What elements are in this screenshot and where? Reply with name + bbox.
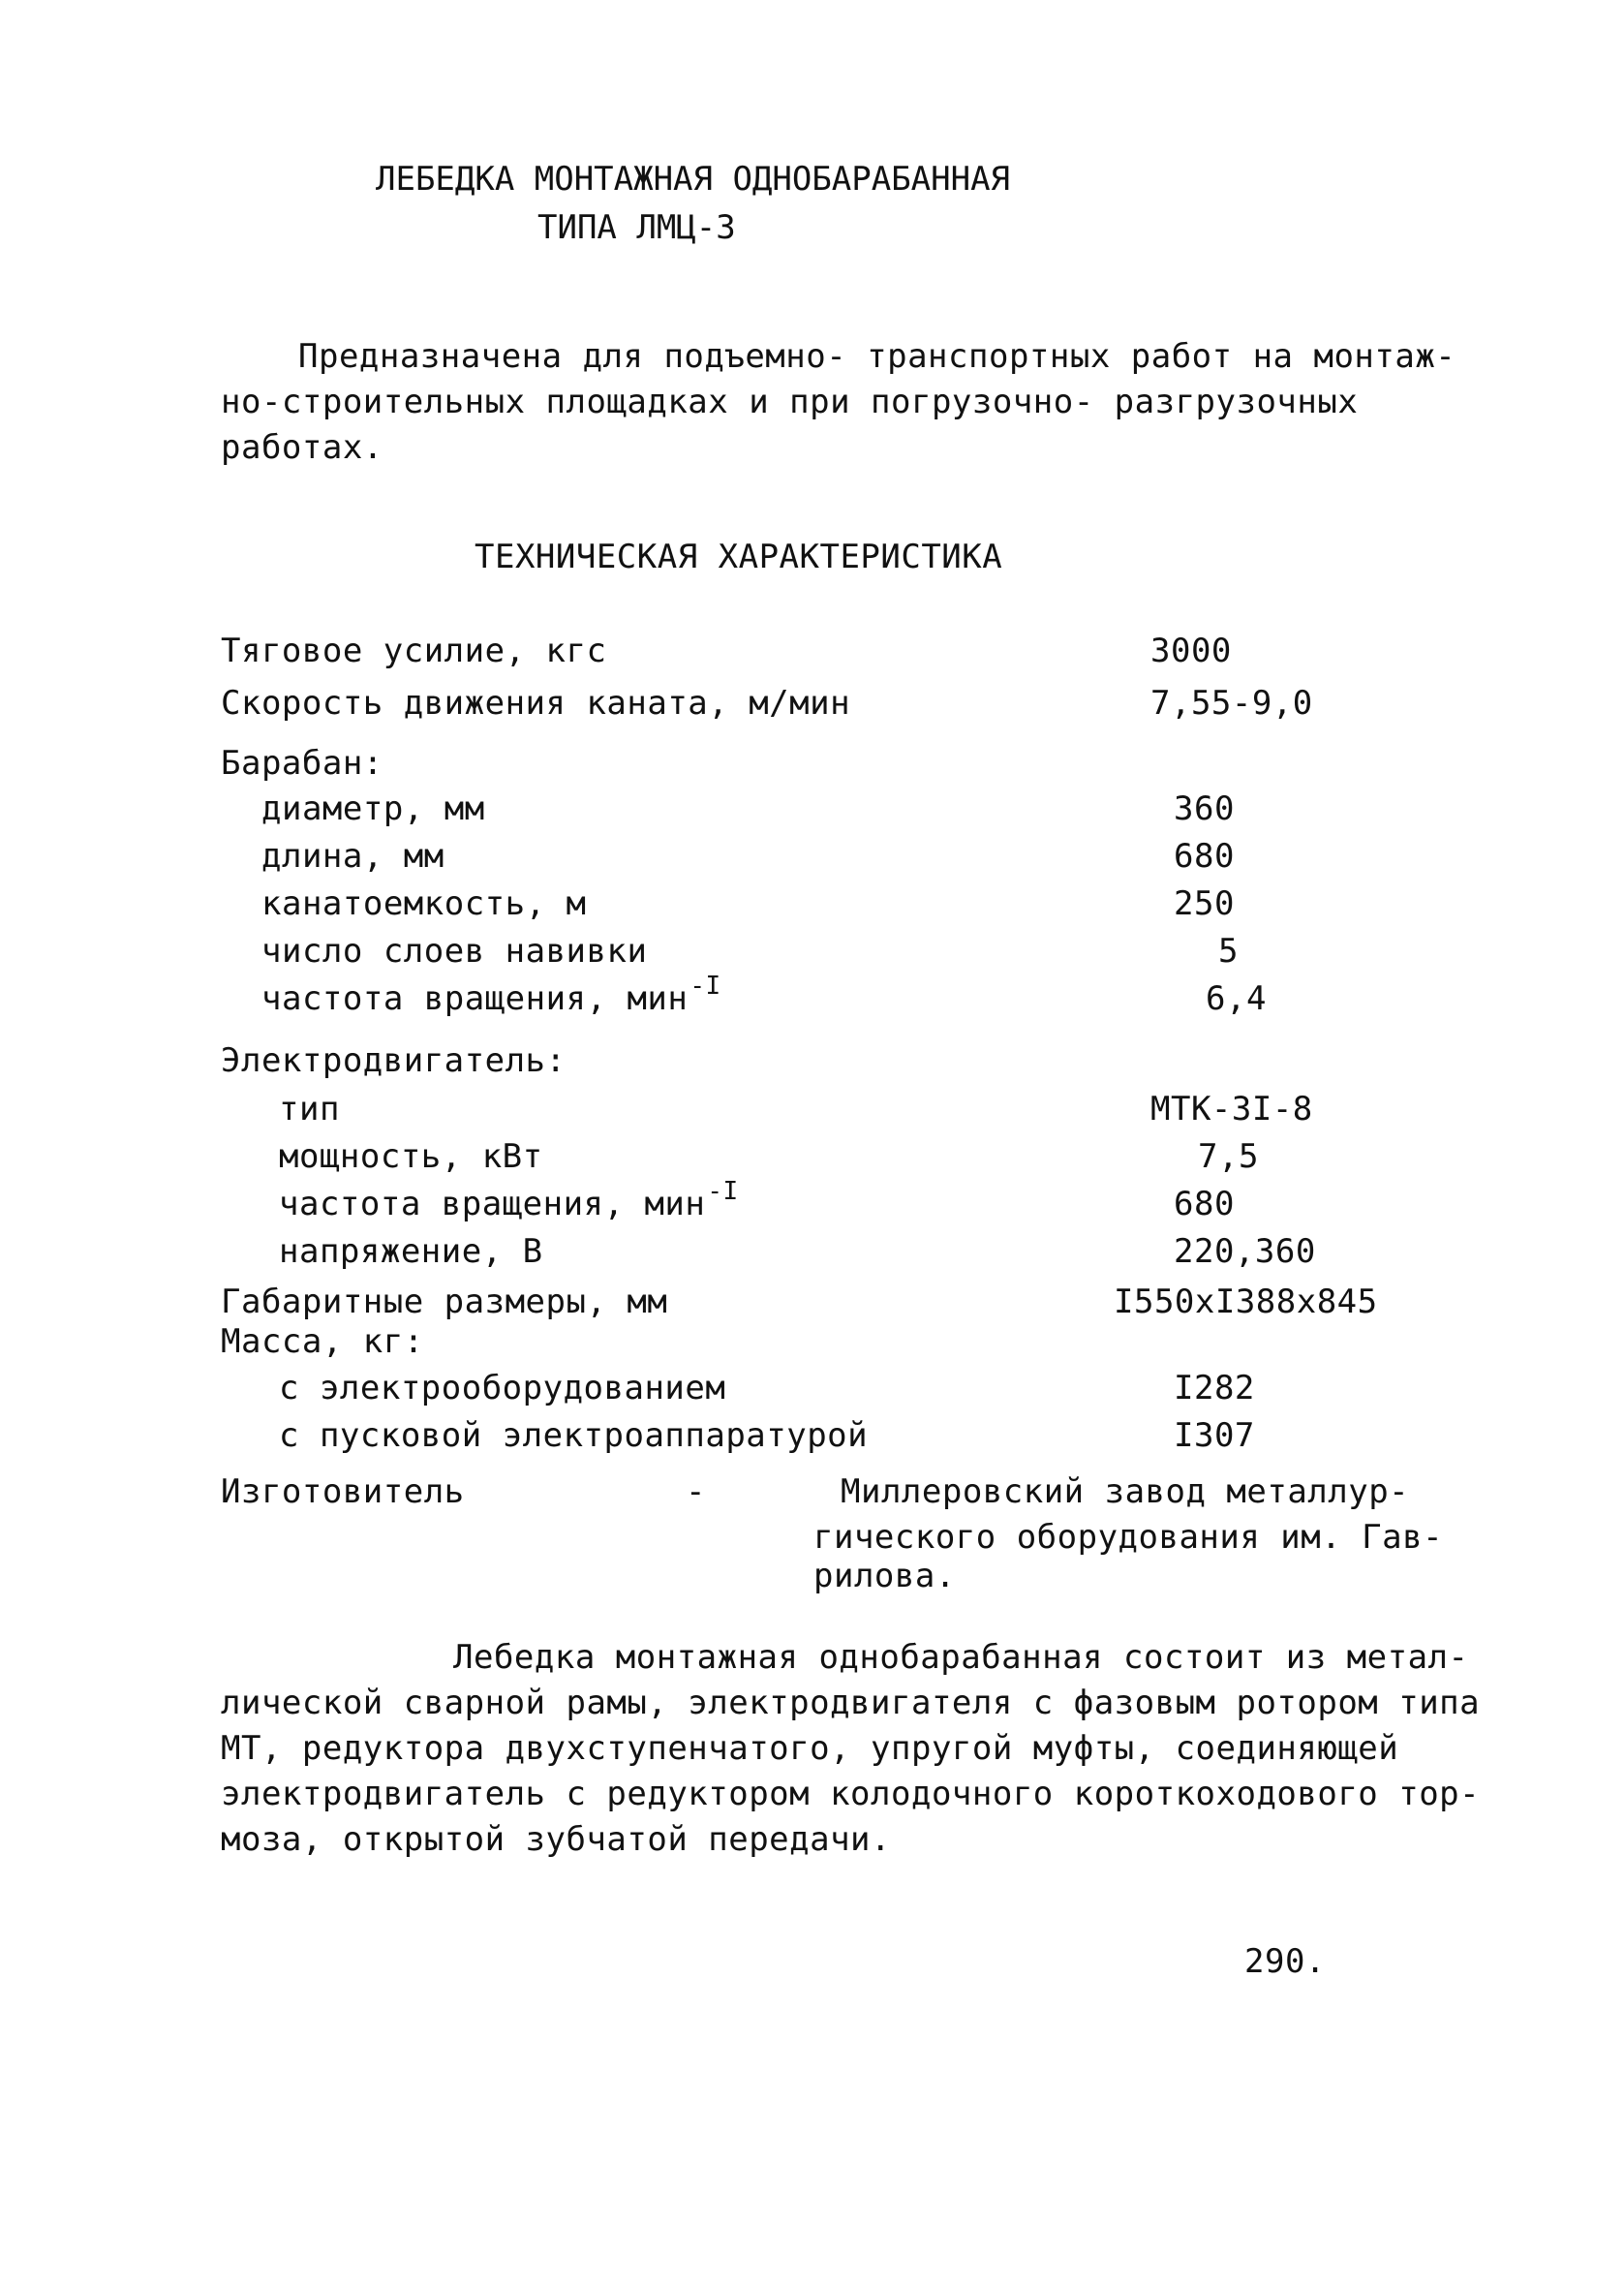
motor-voltage-value: 220,360 bbox=[1174, 1232, 1316, 1271]
drum-rpm-superscript: -I bbox=[689, 972, 721, 1001]
manufacturer-line-3: рилова. bbox=[813, 1557, 956, 1595]
mass-starting-value: I307 bbox=[1174, 1416, 1255, 1455]
drum-capacity-label: канатоемкость, м bbox=[261, 884, 587, 923]
title-line-1: ЛЕБЕДКА МОНТАЖНАЯ ОДНОБАРАБАННАЯ bbox=[376, 160, 1011, 199]
motor-rpm-superscript: -I bbox=[707, 1177, 739, 1206]
drum-rpm-label-text: частота вращения, мин bbox=[261, 979, 689, 1018]
description-line-5: моза, открытой зубчатой передачи. bbox=[221, 1820, 892, 1859]
drum-label: Барабан: bbox=[221, 744, 383, 783]
rope-speed-label: Скорость движения каната, м/мин bbox=[221, 684, 851, 723]
description-line-4: электродвигатель с редуктором колодочного короткоходового тор- bbox=[221, 1775, 1481, 1813]
drum-diameter-label: диаметр, мм bbox=[261, 789, 485, 828]
motor-rpm-label bbox=[279, 1177, 739, 1226]
drum-length-label: длина, мм bbox=[261, 837, 444, 876]
drum-capacity-value: 250 bbox=[1174, 884, 1235, 923]
manufacturer-label: Изготовитель bbox=[221, 1472, 465, 1511]
drum-length-value: 680 bbox=[1174, 837, 1235, 876]
motor-power-value: 7,5 bbox=[1198, 1137, 1259, 1176]
title-line-2: ТИПА ЛМЦ-3 bbox=[537, 208, 736, 247]
manufacturer-dash: - bbox=[686, 1472, 706, 1511]
rope-speed-value: 7,55-9,0 bbox=[1150, 684, 1313, 723]
drum-layers-value: 5 bbox=[1218, 932, 1239, 971]
motor-type-label: тип bbox=[279, 1090, 340, 1129]
drum-rpm-value: 6,4 bbox=[1206, 979, 1267, 1018]
motor-rpm-value: 680 bbox=[1174, 1185, 1235, 1223]
intro-line-3: работах. bbox=[221, 428, 383, 467]
drum-layers-label: число слоев навивки bbox=[261, 932, 648, 971]
mass-equipment-label: с электрооборудованием bbox=[279, 1369, 726, 1407]
drum-rpm-label bbox=[261, 972, 721, 1021]
motor-power-label: мощность, кВт bbox=[279, 1137, 543, 1176]
motor-label: Электродвигатель: bbox=[221, 1041, 567, 1080]
motor-rpm-label-text: частота вращения, мин bbox=[279, 1185, 706, 1223]
mass-label: Масса, кг: bbox=[221, 1322, 424, 1361]
description-line-2: лической сварной рамы, электродвигателя с фазовым ротором типа bbox=[221, 1684, 1481, 1722]
intro-line-2: но-строительных площадках и при погрузочно- разгрузочных bbox=[221, 383, 1359, 421]
traction-label: Тяговое усилие, кгс bbox=[221, 632, 607, 670]
description-paragraph bbox=[221, 1635, 1480, 1863]
dimensions-value: I550xI388x845 bbox=[1114, 1283, 1378, 1321]
manufacturer-line-2: гического оборудования им. Гав- bbox=[813, 1518, 1444, 1557]
mass-starting-label: с пусковой электроаппаратурой bbox=[279, 1416, 869, 1455]
intro-line-1: Предназначена для подъемно- транспортных работ на монтаж- bbox=[298, 337, 1456, 376]
manufacturer-line-1: Миллеровский завод металлур- bbox=[841, 1472, 1410, 1511]
intro-paragraph bbox=[221, 334, 1455, 471]
specs-heading: ТЕХНИЧЕСКАЯ ХАРАКТЕРИСТИКА bbox=[475, 538, 1003, 576]
description-line-1: Лебедка монтажная однобарабанная состоит из метал- bbox=[453, 1638, 1469, 1677]
mass-equipment-value: I282 bbox=[1174, 1369, 1255, 1407]
motor-voltage-label: напряжение, В bbox=[279, 1232, 543, 1271]
drum-diameter-value: 360 bbox=[1174, 789, 1235, 828]
traction-value: 3000 bbox=[1150, 632, 1232, 670]
dimensions-label: Габаритные размеры, мм bbox=[221, 1283, 668, 1321]
description-line-3: МТ, редуктора двухступенчатого, упругой муфты, соединяющей bbox=[221, 1729, 1399, 1768]
page-number: 290. bbox=[1244, 1942, 1326, 1981]
motor-type-value: МТК-3I-8 bbox=[1150, 1090, 1313, 1129]
